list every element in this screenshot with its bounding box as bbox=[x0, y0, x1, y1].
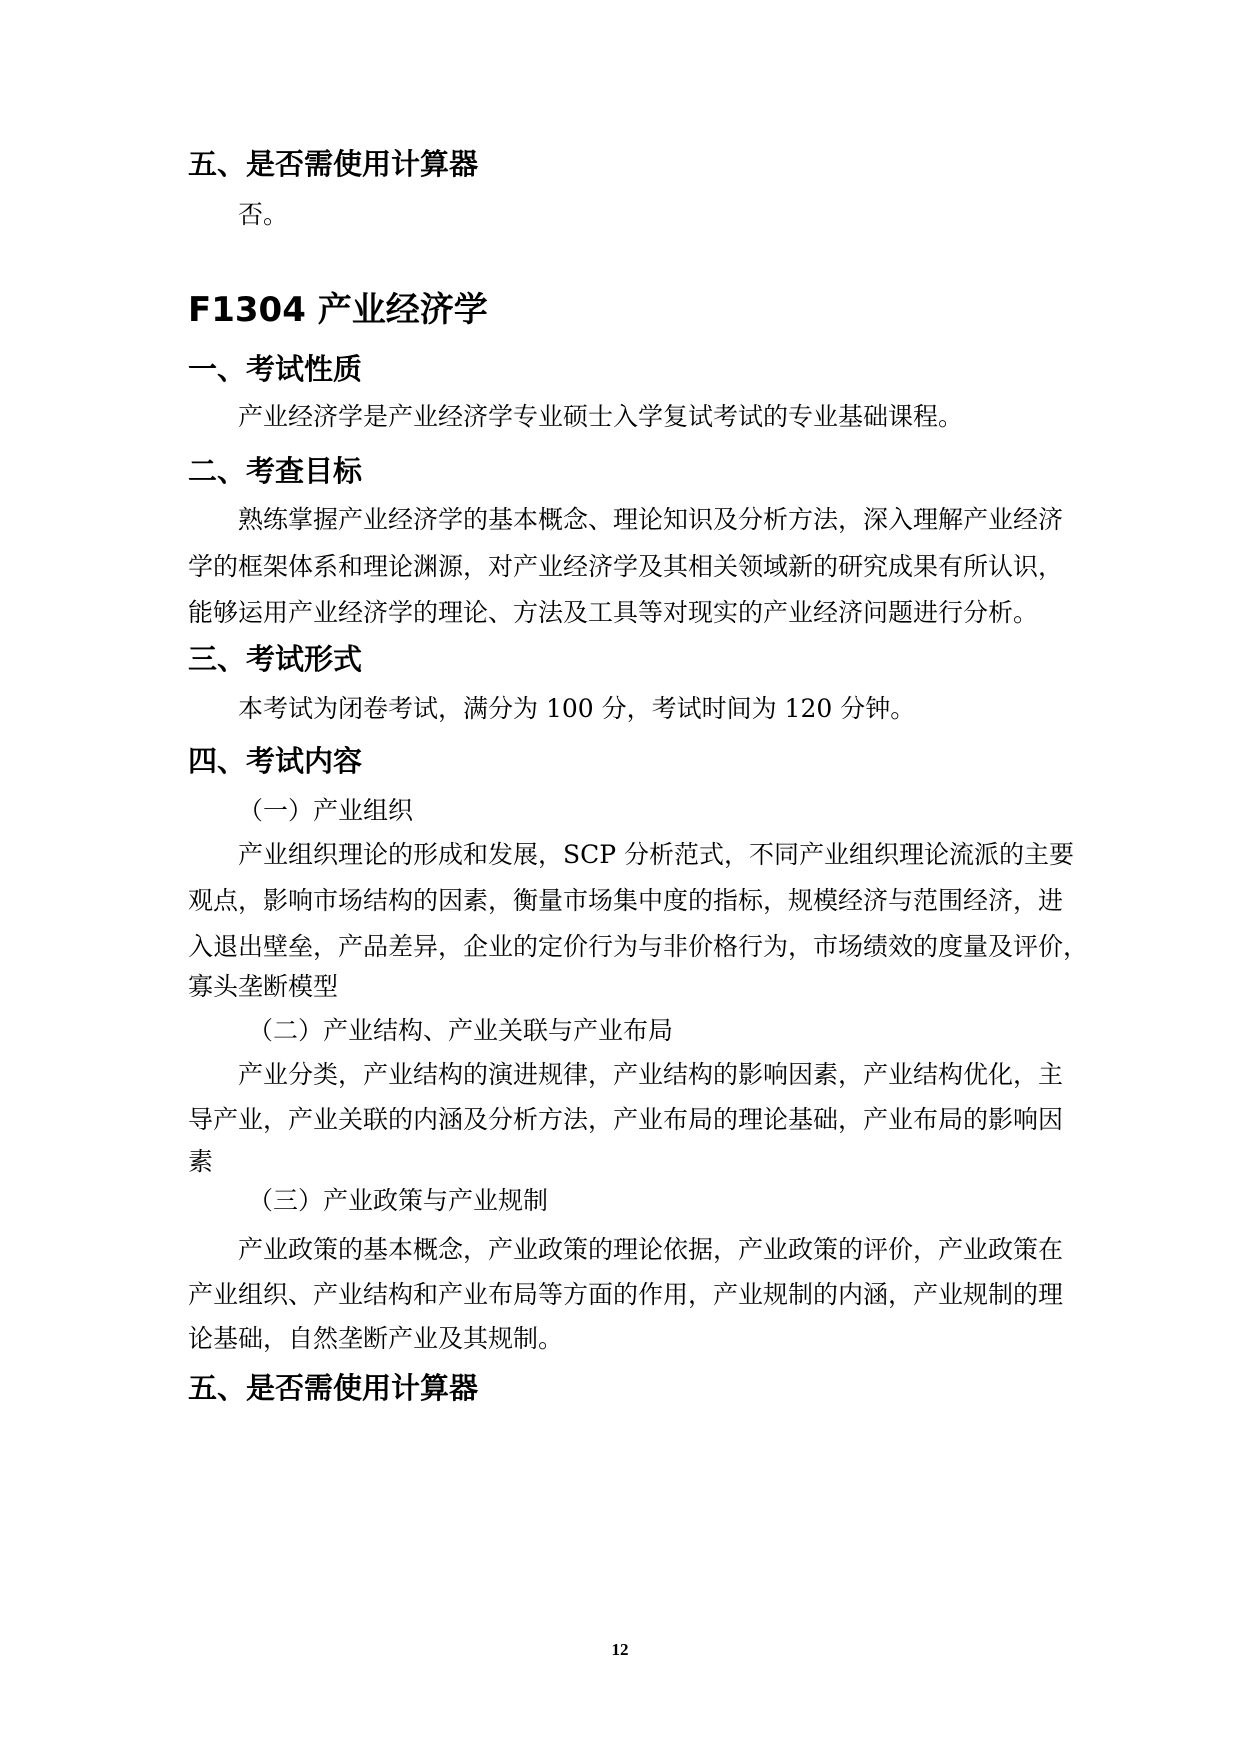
calculator-answer: 否。 bbox=[238, 200, 289, 229]
nature-text: 产业经济学是产业经济学专业硕士入学复试考试的专业基础课程。 bbox=[238, 402, 964, 431]
page-number: 12 bbox=[611, 1640, 629, 1659]
section-heading-goals: 二、考查目标 bbox=[188, 454, 363, 488]
content-line: 产业政策的基本概念，产业政策的理论依据，产业政策的评价，产业政策在 bbox=[238, 1235, 1064, 1264]
content-part-title: （二）产业结构、产业关联与产业布局 bbox=[248, 1016, 674, 1045]
course-title: F1304 产业经济学 bbox=[188, 290, 488, 330]
content-line: 观点，影响市场结构的因素，衡量市场集中度的指标，规模经济与范围经济，进 bbox=[188, 886, 1064, 915]
section-heading-format: 三、考试形式 bbox=[188, 642, 363, 676]
content-line: 素 bbox=[188, 1147, 214, 1176]
content-line: 产业分类，产业结构的演进规律，产业结构的影响因素，产业结构优化，主 bbox=[238, 1060, 1064, 1089]
section-heading-content: 四、考试内容 bbox=[188, 744, 363, 778]
content-part-title: （三）产业政策与产业规制 bbox=[248, 1186, 549, 1215]
goals-line: 能够运用产业经济学的理论、方法及工具等对现实的产业经济问题进行分析。 bbox=[188, 598, 1039, 627]
section-heading-calculator-prev: 五、是否需使用计算器 bbox=[188, 147, 479, 181]
goals-line: 学的框架体系和理论渊源，对产业经济学及其相关领域新的研究成果有所认识， bbox=[188, 552, 1064, 581]
section-heading-calculator: 五、是否需使用计算器 bbox=[188, 1371, 479, 1405]
format-text: 本考试为闭卷考试，满分为 100 分，考试时间为 120 分钟。 bbox=[238, 694, 916, 723]
content-part-title: （一）产业组织 bbox=[238, 796, 414, 825]
content-line: 论基础，自然垄断产业及其规制。 bbox=[188, 1324, 564, 1353]
content-line: 导产业，产业关联的内涵及分析方法，产业布局的理论基础，产业布局的影响因 bbox=[188, 1105, 1064, 1134]
content-line: 入退出壁垒，产品差异，企业的定价行为与非价格行为，市场绩效的度量及评价， bbox=[188, 932, 1089, 961]
content-line: 寡头垄断模型 bbox=[188, 972, 339, 1001]
content-line: 产业组织理论的形成和发展，SCP 分析范式，不同产业组织理论流派的主要 bbox=[238, 840, 1075, 869]
goals-line: 熟练掌握产业经济学的基本概念、理论知识及分析方法，深入理解产业经济 bbox=[238, 505, 1064, 534]
section-heading-nature: 一、考试性质 bbox=[188, 352, 363, 386]
content-line: 产业组织、产业结构和产业布局等方面的作用，产业规制的内涵，产业规制的理 bbox=[188, 1280, 1064, 1309]
